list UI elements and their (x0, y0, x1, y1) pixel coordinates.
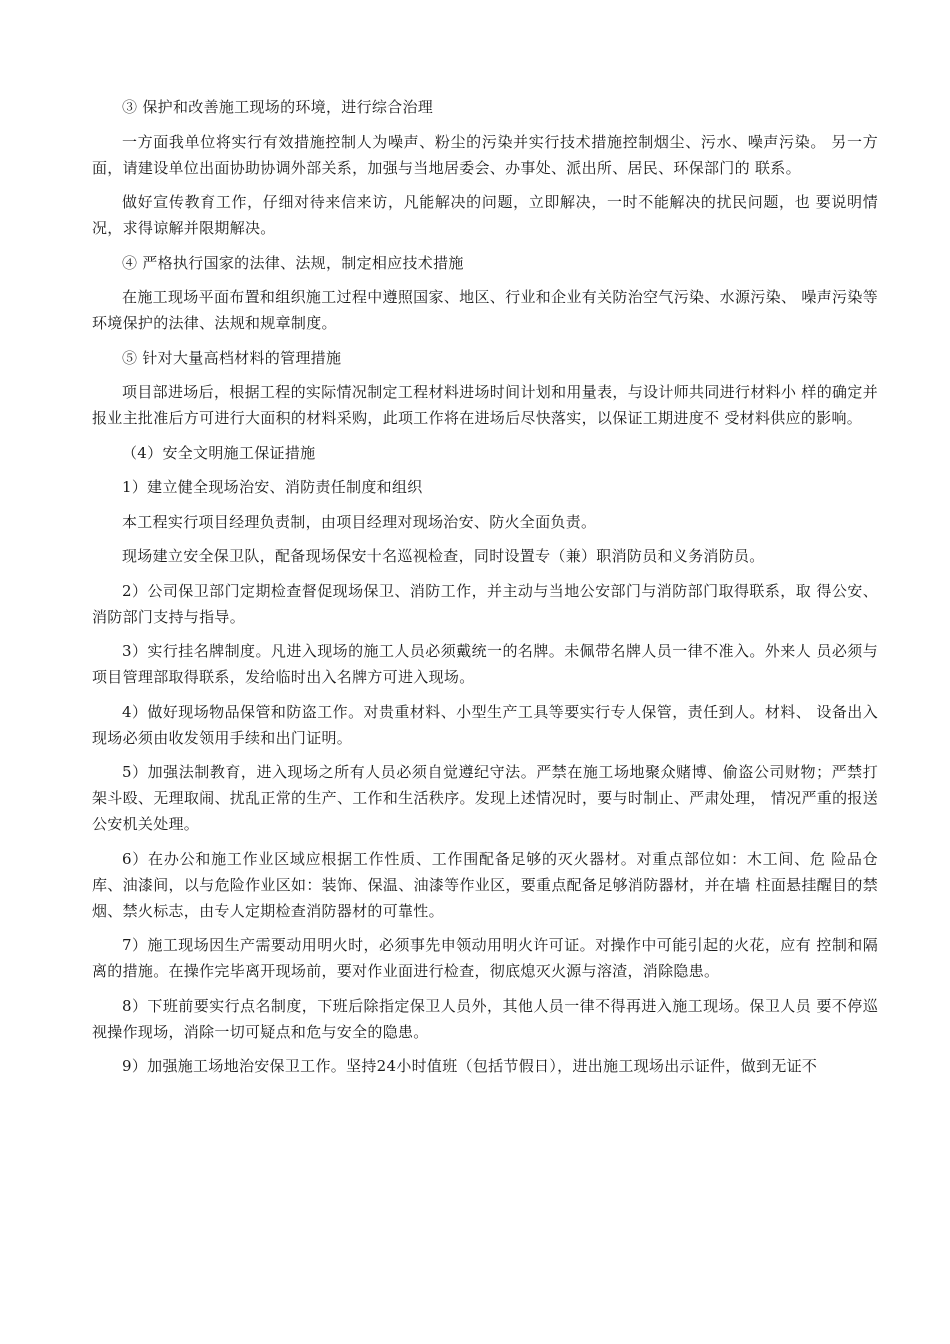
subsection-heading: 1）建立健全现场治安、消防责任制度和组织 (122, 478, 423, 496)
section-heading-materials: ⑤ 针对大量高档材料的管理措施 (122, 348, 342, 367)
paragraph: 项目部进场后，根据工程的实际情况制定工程材料进场时间计划和用量表，与设计师共同进行材料小 样的确定并报业主批准后方可进行大面积的材料采购，此项工作将在进场后尽快落实，以保证工期进度不 受材料供应的影响。 (92, 383, 878, 427)
list-item: 7）施工现场因生产需要动用明火时，必须事先申领动用明火许可证。对操作中可能引起的火花，应有 控制和隔离的措施。在操作完毕离开现场前，要对作业面进行检查，彻底熄灭火源与溶渣，消除隐患。 (92, 936, 878, 980)
list-item: 8）下班前要实行点名制度，下班后除指定保卫人员外，其他人员一律不得再进入施工现场。保卫人员 要不停巡视操作现场，消除一切可疑点和危与安全的隐患。 (92, 996, 878, 1041)
section-heading-environment: ③ 保护和改善施工现场的环境，进行综合治理 (122, 98, 434, 116)
paragraph: 本工程实行项目经理负责制，由项目经理对现场治安、防火全面负责。 (122, 512, 597, 531)
paragraph: 做好宣传教育工作，仔细对待来信来访，凡能解决的问题，立即解决，一时不能解决的扰民问题，也 要说明情况，求得谅解并限期解决。 (92, 193, 878, 237)
section-heading-safety: （4）安全文明施工保证措施 (122, 443, 316, 462)
paragraph: 现场建立安全保卫队，配备现场保安十名巡视检查，同时设置专（兼）职消防员和义务消防员。 (122, 547, 765, 565)
list-item: 2）公司保卫部门定期检查督促现场保卫、消防工作，并主动与当地公安部门与消防部门取得联系，取 得公安、消防部门支持与指导。 (92, 581, 878, 626)
document-body (92, 94, 878, 1088)
section-heading-laws: ④ 严格执行国家的法律、法规，制定相应技术措施 (122, 253, 464, 272)
paragraph: 一方面我单位将实行有效措施控制人为噪声、粉尘的污染并实行技术措施控制烟尘、污水、噪声污染。 另一方面，请建设单位出面协助协调外部关系，加强与当地居委会、办事处、派出所、居民、环保部门的 联系。 (92, 132, 878, 177)
list-item: 4）做好现场物品保管和防盗工作。对贵重材料、小型生产工具等要实行专人保管，责任到人。材料、 设备出入现场必须由收发领用手续和出门证明。 (92, 702, 878, 747)
list-item: 5）加强法制教育，进入现场之所有人员必须自觉遵纪守法。严禁在施工场地聚众赌博、偷盗公司财物；严禁打架斗殴、无理取闹、扰乱正常的生产、工作和生活秩序。发现上述情况时，要与时制止、严肃处理， 情况严重的报送公安机关处理。 (92, 763, 878, 833)
list-item: 9）加强施工场地治安保卫工作。坚持24小时值班（包括节假日），进出施工现场出示证件，做到无证不 (122, 1057, 818, 1075)
list-item: 6）在办公和施工作业区域应根据工作性质、工作围配备足够的灭火器材。对重点部位如：木工间、危 险品仓库、油漆间，以与危险作业区如：装饰、保温、油漆等作业区，要重点配备足够消防器材，并在墙 柱面悬挂醒目的禁烟、禁火标志，由专人定期检查消防器材的可靠性。 (92, 849, 878, 920)
list-item: 3）实行挂名牌制度。凡进入现场的施工人员必须戴统一的名牌。未佩带名牌人员一律不准入。外来人 员必须与项目管理部取得联系，发给临时出入名牌方可进入现场。 (92, 642, 878, 686)
paragraph: 在施工现场平面布置和组织施工过程中遵照国家、地区、行业和企业有关防治空气污染、水源污染、 噪声污染等环境保护的法律、法规和规章制度。 (92, 288, 878, 332)
